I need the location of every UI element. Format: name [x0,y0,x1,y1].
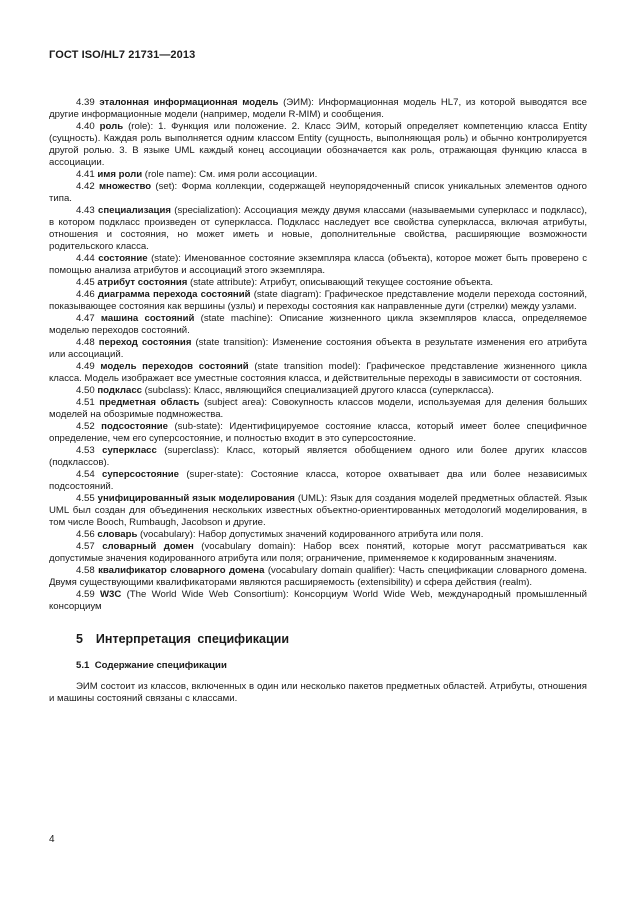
document-header: ГОСТ ISO/HL7 21731—2013 [49,49,196,61]
definition-text: (state machine): Описание жизненного цикла экземпляров класса, определяемое моделью переходов состояний. [49,313,587,336]
definition-text: (super-state): Состояние класса, которое охватывает два или более независимых подсостояний. [49,469,587,492]
definition-term: множество [98,181,152,192]
definition-term: квалификатор словарного домена [98,565,265,576]
definition-term: имя роли [97,169,143,180]
definition-item [49,253,587,277]
definition-item [49,337,587,361]
definition-term: эталонная информационная модель [99,97,279,108]
definition-item [49,205,587,253]
definition-term: подсостояние [101,421,168,432]
definition-term: унифицированный язык моделирования [97,493,295,504]
document-content [49,97,587,705]
definition-text: (set): Форма коллекции, содержащей неупорядоченный список уникальных элементов одного типа. [49,181,587,204]
definitions-list [49,97,587,613]
definition-number: 4.56 [76,529,95,540]
definition-text: (state transition): Изменение состояния объекта в результате изменения его атрибута или ассоциаций. [49,337,587,360]
definition-number: 4.40 [76,121,95,132]
definition-text: (subclass): Класс, являющийся специализацией другого класса (суперкласса). [142,385,494,396]
subsection-heading [49,660,587,672]
definition-item [49,493,587,529]
subsection-title: Содержание спецификации [94,660,227,671]
definition-item [49,121,587,169]
definition-number: 4.45 [76,277,95,288]
definition-term: словарный домен [102,541,194,552]
page-number: 4 [49,834,55,845]
definition-term: подкласс [97,385,142,396]
definition-text: (state transition model): Графическое представление жизненного цикла класса. Модель изображает все уместные состояния класса, и действительные переходы в зависимости от состояния. [49,361,587,384]
definition-text: (specialization): Ассоциация между двумя классами (называемыми суперкласс и подкласс), в котором подкласс произведен от суперкласса. Подкласс наследует все свойства суперкласса, включая атрибуты, отношения и состояния, но может иметь и новые, дополнительные свойства, расширяющие возможности родительского класса. [49,205,587,252]
section-number: 5 [76,632,83,646]
definition-term: предметная область [99,397,200,408]
definition-item [49,313,587,337]
definition-number: 4.53 [76,445,95,456]
definition-number: 4.39 [76,97,95,108]
definition-number: 4.44 [76,253,95,264]
definition-term: суперкласс [102,445,157,456]
definition-number: 4.50 [76,385,95,396]
definition-item [49,589,587,613]
definition-number: 4.58 [76,565,95,576]
definition-item [49,397,587,421]
definition-term: машина состояний [100,313,195,324]
definition-term: состояние [98,253,148,264]
definition-item [49,469,587,493]
subsection-number: 5.1 [76,660,90,671]
definition-number: 4.41 [76,169,95,180]
definition-item [49,289,587,313]
definition-text: (role name): См. имя роли ассоциации. [142,169,318,180]
section-title: Интерпретация спецификации [95,632,290,646]
definition-number: 4.47 [76,313,95,324]
definition-text: (The World Wide Web Consortium): Консорциум World Wide Web, международный промышленный консорциум [49,589,588,612]
definition-term: W3C [99,589,122,600]
definition-text: (vocabulary): Набор допустимых значений кодированного атрибута или поля. [137,529,484,540]
definition-text: (subject area): Совокупность классов модели, используемая для деления больших моделей на обозримые подмножества. [49,397,588,420]
definition-item [49,529,587,541]
definition-item [49,277,587,289]
definition-text: (state attribute): Атрибут, описывающий текущее состояние объекта. [187,277,494,288]
definition-number: 4.46 [76,289,95,300]
definition-term: переход состояния [98,337,192,348]
definition-text: (vocabulary domain qualifier): Часть спецификации словарного домена. Двумя существующими квалификаторами являются расширяемость (extensibility) и сфера действия (realm). [49,565,587,588]
definition-text: (UML): Язык для создания моделей предметных областей. Язык UML был создан для объединения нескольких известных объектно-ориентированных методологий моделирования, в том числе Booch, Rumbaugh, Jacobson и другие. [49,493,587,528]
definition-item [49,421,587,445]
section-heading [49,631,587,647]
definition-term: специализация [97,205,171,216]
definition-item [49,181,587,205]
definition-text: (state): Именованное состояние экземпляра класса (объекта), которое может быть проверено с помощью анализа атрибутов и ассоциаций этого экземпляра. [49,253,587,276]
definition-text: (state diagram): Графическое представление модели перехода состояний, показывающее состояния как вершины (узлы) и переходы состояния как направленные дуги (стрелки) между узлами. [49,289,588,312]
definition-number: 4.59 [76,589,95,600]
definition-term: словарь [97,529,138,540]
definition-number: 4.54 [76,469,95,480]
definition-term: модель переходов состояний [100,361,249,372]
definition-number: 4.49 [76,361,95,372]
definition-number: 4.52 [76,421,95,432]
definition-text: (ЭИМ): Информационная модель HL7, из которой выводятся все другие информационные модели (например, модели R-MIM) и сообщения. [49,97,587,120]
definition-number: 4.42 [76,181,95,192]
subsection-body: ЭИМ состоит из классов, включенных в один или несколько пакетов предметных областей. Атрибуты, отношения и машины состояний связаны с классами. [49,681,587,704]
definition-item [49,385,587,397]
definition-number: 4.43 [76,205,95,216]
definition-number: 4.51 [76,397,95,408]
definition-item [49,169,587,181]
definition-text: (role): 1. Функция или положение. 2. Класс ЭИМ, который определяет компетенцию класса Entity (сущность). Каждая роль выполняется одним классом Entity (сущность, выполняющая роль) и обычно контролируется другой ролью. 3. В языке UML каждый конец ассоциации обозначается как роль, отражающая функцию класса в ассоциации. [49,121,587,168]
definition-text: (vocabulary domain): Набор всех понятий, которые могут рассматриваться как допустимые значения кодированного атрибута или поля; ограничение, применяемое к кодированным значениям. [49,541,587,564]
definition-number: 4.48 [76,337,95,348]
definition-term: диаграмма перехода состояний [97,289,251,300]
definition-item [49,541,587,565]
definition-number: 4.57 [76,541,95,552]
definition-term: суперсостояние [102,469,180,480]
definition-item [49,97,587,121]
definition-text: (superclass): Класс, который является обобщением одного или более других классов (подклассов). [49,445,587,468]
definition-term: роль [99,121,124,132]
definition-item [49,445,587,469]
definition-term: атрибут состояния [97,277,188,288]
definition-text: (sub-state): Идентифицируемое состояние класса, который имеет более специфичное определение, чем его суперсостояние, и полностью входит в это суперсостояние. [49,421,587,444]
definition-item [49,361,587,385]
definition-number: 4.55 [76,493,95,504]
definition-item [49,565,587,589]
